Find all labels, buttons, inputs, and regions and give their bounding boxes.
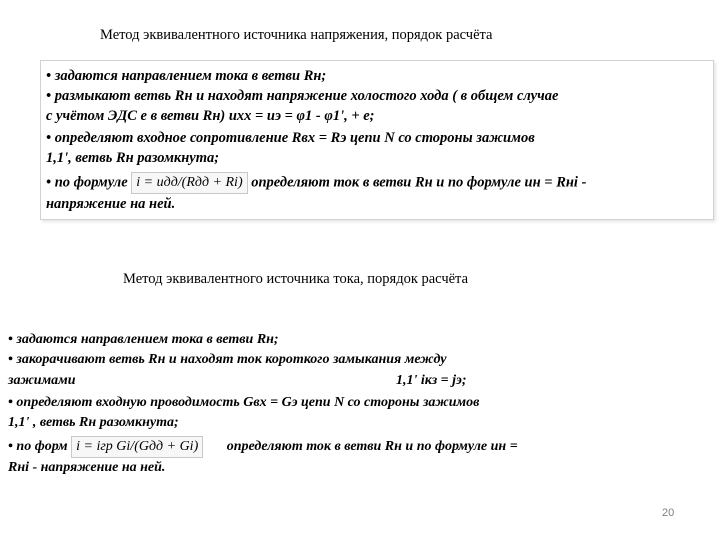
section2-formula-before: • по форм	[8, 439, 68, 455]
section2-line-6: 1,1' , ветвь Rн разомкнута;	[8, 415, 179, 430]
section2-line-3: зажимами	[8, 373, 76, 388]
section2-line-2: • закорачивают ветвь Rн и находят ток короткого замыкания между	[8, 352, 447, 367]
section1-line-5: 1,1', ветвь Rн разомкнута;	[46, 150, 220, 166]
section1-title: Метод эквивалентного источника напряжения, порядок расчёта	[100, 27, 493, 43]
section2-formula: i = iгр Gi/(Gдд + Gi)	[71, 436, 203, 458]
section1-formula-before: • по формуле	[46, 174, 128, 191]
section2-line-5: • определяют входную проводимость Gвх = Gэ цепи N со стороны зажимов	[8, 395, 480, 410]
section2-line-1: • задаются направлением тока в ветви Rн;	[8, 332, 279, 347]
section2-formula-after: определяют ток в ветви Rн и по формуле uн =	[226, 439, 518, 455]
section1-line-2: • размыкают ветвь Rн и находят напряжение холостого хода ( в общем случае	[46, 88, 559, 104]
section1-line-1: • задаются направлением тока в ветви Rн;	[46, 68, 327, 84]
section1-formula: i = uдд/(Rдд + Ri)	[131, 172, 247, 194]
section1-formula-line	[46, 172, 586, 194]
section1-last-line: напряжение на ней.	[46, 196, 176, 212]
section2-title: Метод эквивалентного источника тока, порядок расчёта	[123, 271, 469, 287]
section1-line-3: с учётом ЭДС е в ветви Rн) uхх = uэ = φ1 - φ1', + e;	[46, 108, 375, 124]
section2-formula-line	[8, 436, 518, 458]
section2-line-4: 1,1' iкз = jэ;	[396, 373, 467, 388]
section1-line-4: • определяют входное сопротивление Rвх = Rэ цепи N со стороны зажимов	[46, 130, 535, 146]
section2-last-line: Rнi - напряжение на ней.	[8, 460, 166, 475]
section1-formula-after: определяют ток в ветви Rн и по формуле uн = Rнi -	[251, 174, 587, 191]
page-number: 20	[662, 507, 675, 519]
